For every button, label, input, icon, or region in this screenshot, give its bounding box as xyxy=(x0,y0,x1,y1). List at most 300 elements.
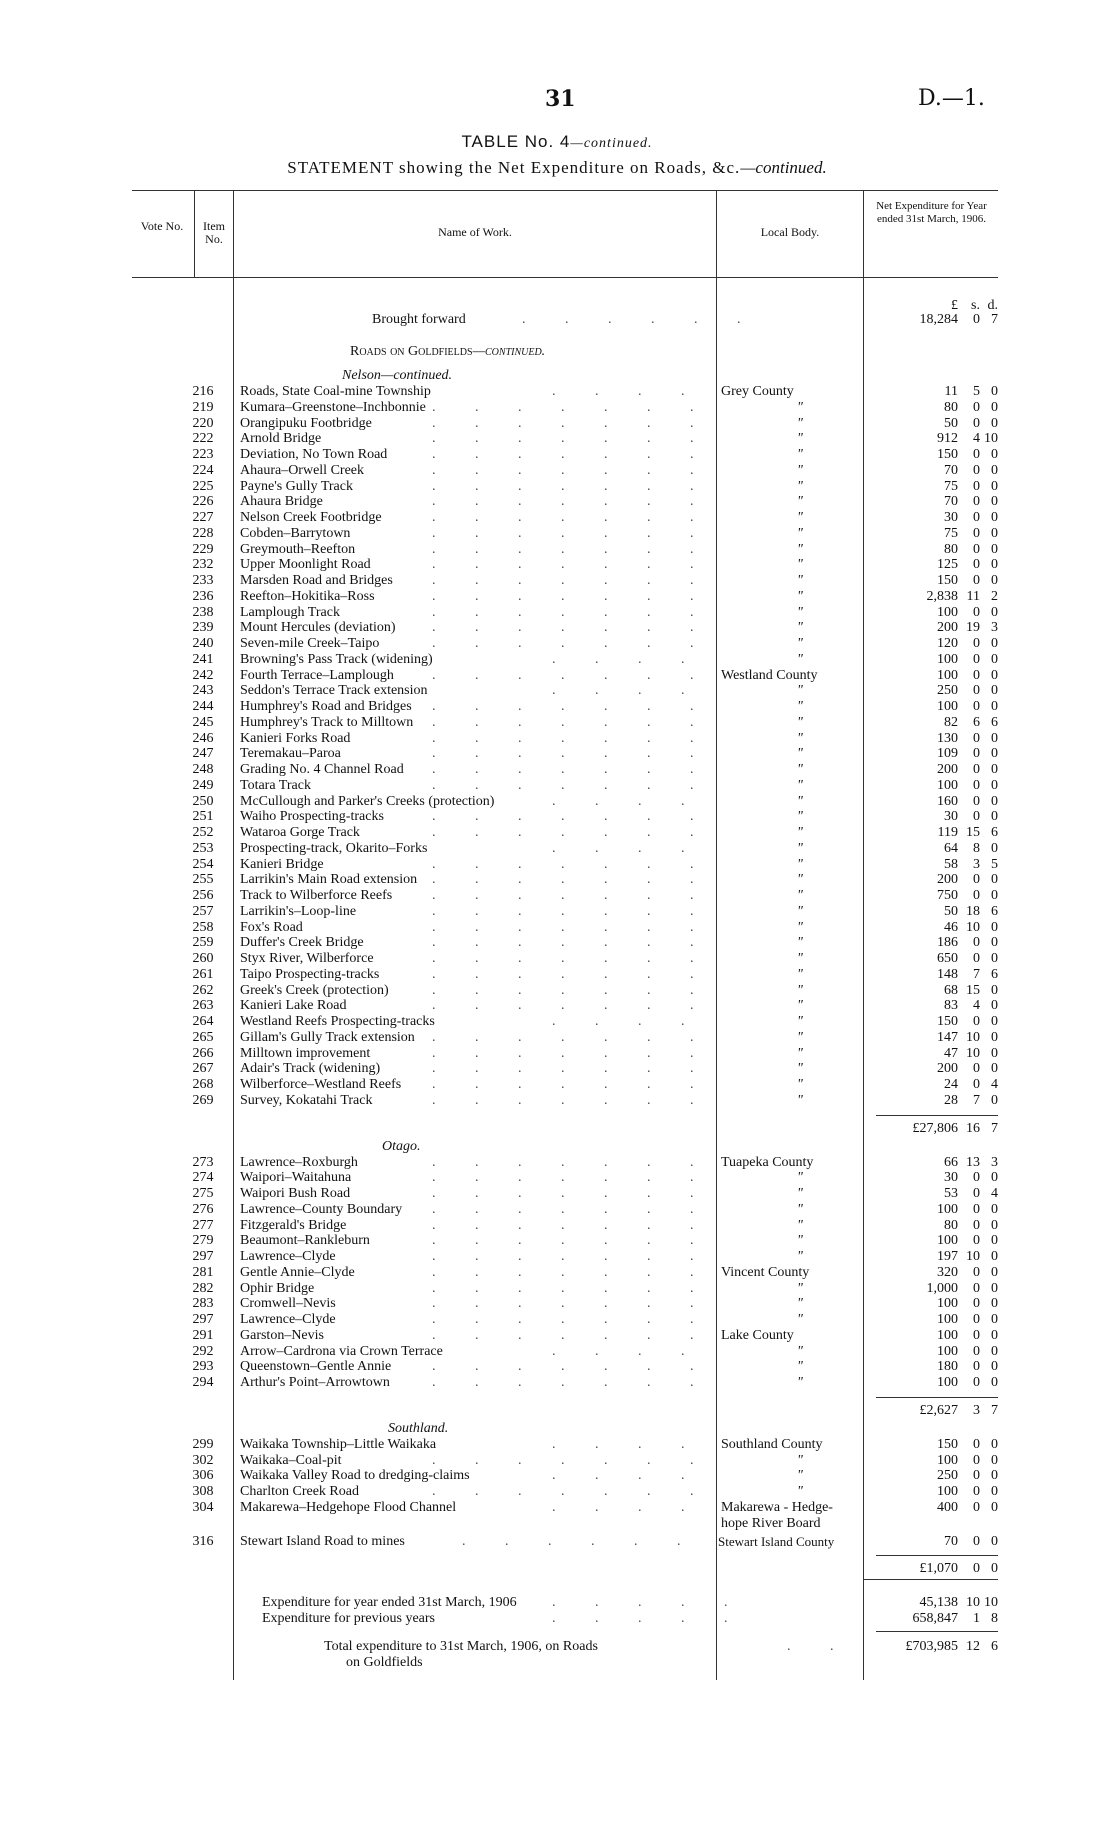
item-number: 220 xyxy=(192,415,214,431)
net-amount xyxy=(878,463,998,479)
amount-shillings: 15 xyxy=(966,825,980,840)
amount-shillings: 0 xyxy=(973,573,980,588)
brought-forward-dots: . . . . . . xyxy=(522,312,759,327)
net-amount xyxy=(878,1344,998,1360)
net-amount xyxy=(878,904,998,920)
local-body: " xyxy=(797,699,803,714)
table-title-main: TABLE No. 4 xyxy=(461,132,571,151)
amount-pounds: 650 xyxy=(937,951,958,966)
amount-pence: 0 xyxy=(991,872,998,888)
net-amount xyxy=(878,1468,998,1484)
local-body: " xyxy=(797,1280,803,1296)
amount-shillings: 0 xyxy=(973,399,980,415)
work-name: Orangipuku Footbridge xyxy=(240,415,372,431)
item-number: 251 xyxy=(192,809,214,825)
work-name: Marsden Road and Bridges xyxy=(240,573,393,588)
region-heading-name: Nelson xyxy=(342,368,381,383)
amount-shillings: 4 xyxy=(973,998,980,1014)
local-body: " xyxy=(797,1375,803,1390)
leader-dots: . . . . . . . xyxy=(432,982,712,998)
leader-dots: . . . . . . . xyxy=(432,935,712,951)
work-name: Lawrence–Clyde xyxy=(240,1312,336,1327)
item-number: 244 xyxy=(192,699,214,714)
amount-pence: 6 xyxy=(991,714,998,730)
table-title xyxy=(0,132,1114,152)
net-amount xyxy=(878,526,998,542)
leader-dots: . . . . . . . xyxy=(432,1264,712,1280)
leader-dots: . . . . . . . xyxy=(432,399,712,415)
amount-pence: 6 xyxy=(991,903,998,919)
leader-dots: . . . . . . . xyxy=(432,951,712,966)
leader-dots: . . . . . . . xyxy=(432,1452,712,1468)
net-amount xyxy=(878,668,998,684)
net-amount xyxy=(878,1155,998,1171)
leader-dots: . . . . . . . xyxy=(432,1233,712,1249)
amount-pounds: 150 xyxy=(937,447,958,462)
subtotal-rule xyxy=(876,1555,998,1556)
local-body: " xyxy=(797,1217,803,1233)
amount-pounds: 30 xyxy=(944,510,958,525)
local-body: " xyxy=(797,541,803,557)
local-body: " xyxy=(797,1029,803,1045)
local-body: " xyxy=(797,1201,803,1217)
net-amount xyxy=(878,888,998,904)
leader-dots: . . . . xyxy=(552,1436,703,1452)
amount-pounds: 100 xyxy=(937,1343,958,1359)
amount-pence: 0 xyxy=(991,888,998,903)
leader-dots: . . . . . xyxy=(552,1595,746,1611)
local-body: " xyxy=(797,1186,803,1201)
amount-pence: 0 xyxy=(991,510,998,525)
item-number: 257 xyxy=(192,903,214,919)
leader-dots: . . . . . . . xyxy=(432,557,712,573)
net-amount xyxy=(878,951,998,967)
leader-dots: . . . . . . . xyxy=(432,762,712,777)
amount-shillings: 0 xyxy=(973,1014,980,1029)
item-number: 265 xyxy=(192,1029,214,1045)
amount-pence: 0 xyxy=(991,1029,998,1045)
local-body: " xyxy=(797,872,803,888)
item-number: 262 xyxy=(192,982,214,998)
amount-pence: 0 xyxy=(991,730,998,746)
local-body: " xyxy=(797,573,803,588)
amount-pence: 0 xyxy=(991,1201,998,1217)
amount-pence: 0 xyxy=(991,667,998,683)
leader-dots: . . . . xyxy=(552,1014,703,1029)
amount-shillings: 19 xyxy=(966,620,980,636)
amount-pounds: 130 xyxy=(937,730,958,746)
col-header-net: Net Expenditure for Year ended 31st March, 1906. xyxy=(876,200,987,225)
amount-shillings: 0 xyxy=(973,746,980,762)
leader-dots: . . . . . . . xyxy=(432,998,712,1014)
item-number: 248 xyxy=(192,762,214,777)
amount-pounds: 320 xyxy=(937,1264,958,1280)
work-name: Deviation, No Town Road xyxy=(240,447,388,462)
amount-pounds: 53 xyxy=(944,1186,958,1201)
local-body: " xyxy=(797,903,803,919)
work-name: Styx River, Wilberforce xyxy=(240,951,374,966)
item-number: 302 xyxy=(192,1452,214,1468)
amount-pounds: 200 xyxy=(937,1061,958,1077)
net-amount xyxy=(878,1014,998,1030)
amount-shillings: 10 xyxy=(966,919,980,935)
work-name: Waikaka–Coal-pit xyxy=(240,1452,342,1468)
work-name: Garston–Nevis xyxy=(240,1327,324,1343)
amount-pounds: 200 xyxy=(937,620,958,636)
item-number: 241 xyxy=(192,651,214,667)
amount-pounds: 46 xyxy=(944,919,958,935)
local-body: " xyxy=(797,840,803,856)
item-number: 258 xyxy=(192,919,214,935)
leader-dots: . . . . . . . xyxy=(432,573,712,588)
amount-pence: 0 xyxy=(991,840,998,856)
amount-pounds: 100 xyxy=(937,604,958,620)
work-name: Waipori Bush Road xyxy=(240,1186,351,1201)
item-number: 294 xyxy=(192,1375,214,1390)
section-heading-main: Roads on Goldfields xyxy=(350,344,473,359)
local-body: " xyxy=(797,1014,803,1029)
net-amount xyxy=(878,841,998,857)
amount-shillings: 0 xyxy=(973,1499,980,1515)
work-name: Humphrey's Track to Milltown xyxy=(240,714,414,730)
work-name: Teremakau–Paroa xyxy=(240,746,341,762)
leader-dots: . . . . xyxy=(552,1343,703,1359)
amount-pounds: 147 xyxy=(937,1029,958,1045)
work-name: Queenstown–Gentle Annie xyxy=(240,1359,392,1375)
amount-pounds: 30 xyxy=(944,1170,958,1186)
leader-dots: . . . . xyxy=(552,840,703,856)
amount-shillings: 0 xyxy=(973,730,980,746)
amount-shillings: 0 xyxy=(973,557,980,573)
amount-pounds: 100 xyxy=(937,1484,958,1499)
leader-dots: . . . . . . . xyxy=(432,604,712,620)
leader-dots: . . . . . . . xyxy=(432,431,712,447)
item-number: 293 xyxy=(192,1359,214,1375)
amount-pounds: 70 xyxy=(944,494,958,510)
local-body: " xyxy=(797,935,803,951)
amount-pounds: 24 xyxy=(944,1077,958,1092)
item-number: 233 xyxy=(192,573,214,588)
leader-dots: . . . . . . . xyxy=(432,636,712,651)
work-name: Larrikin's Main Road extension xyxy=(240,872,418,888)
work-name: Browning's Pass Track (widening) xyxy=(240,651,433,667)
leader-dots: . . . . . . . xyxy=(432,966,712,982)
local-body: " xyxy=(797,1468,803,1484)
work-name: Waipori–Waitahuna xyxy=(240,1170,352,1186)
currency-shillings: s. xyxy=(971,298,980,313)
net-amount xyxy=(878,1534,998,1550)
work-name: Mount Hercules (deviation) xyxy=(240,620,396,636)
net-amount xyxy=(878,1030,998,1046)
local-body: " xyxy=(797,793,803,809)
amount-pounds: 400 xyxy=(937,1499,958,1515)
net-amount xyxy=(878,699,998,715)
item-number: 245 xyxy=(192,714,214,730)
local-body: " xyxy=(797,636,803,651)
leader-dots: . . . . . . . xyxy=(432,1280,712,1296)
amount-shillings: 11 xyxy=(966,588,980,604)
net-amount xyxy=(878,620,998,636)
local-body: " xyxy=(797,1077,803,1092)
brought-forward-amount xyxy=(878,312,998,328)
item-number: 255 xyxy=(192,872,214,888)
amount-pounds: £2,627 xyxy=(919,1402,958,1418)
amount-pence: 0 xyxy=(991,1014,998,1029)
local-body: " xyxy=(797,510,803,525)
amount-pounds: 119 xyxy=(937,825,958,840)
work-name: Lawrence–County Boundary xyxy=(240,1201,403,1217)
item-number: 269 xyxy=(192,1092,214,1108)
amount-pounds: 64 xyxy=(944,840,958,856)
item-number: 223 xyxy=(192,447,214,462)
item-number: 222 xyxy=(192,431,214,447)
amount-shillings: 0 xyxy=(973,1561,980,1577)
amount-shillings: 0 xyxy=(973,1468,980,1484)
work-name: Waiho Prospecting-tracks xyxy=(240,809,384,825)
amount-shillings: 0 xyxy=(973,1343,980,1359)
leader-dots: . . . . xyxy=(552,651,703,667)
amount-shillings: 0 xyxy=(973,636,980,651)
amount-pounds: 200 xyxy=(937,762,958,777)
local-body: " xyxy=(797,620,803,636)
net-amount xyxy=(878,731,998,747)
statement-suffix: —continued. xyxy=(740,158,827,177)
work-name: Fox's Road xyxy=(240,919,303,935)
local-body: " xyxy=(797,462,803,478)
net-amount xyxy=(878,1046,998,1062)
work-name: Roads, State Coal-mine Township xyxy=(240,384,431,399)
item-number: 264 xyxy=(192,1014,214,1029)
amount-shillings: 0 xyxy=(973,494,980,510)
amount-shillings: 0 xyxy=(973,1201,980,1217)
leader-dots: . . . . . . . xyxy=(432,1077,712,1092)
local-body: " xyxy=(797,1452,803,1468)
amount-pounds: 100 xyxy=(937,1327,958,1343)
leader-dots: . . . . xyxy=(552,683,703,699)
net-amount xyxy=(878,1453,998,1469)
amount-pence: 3 xyxy=(991,1154,998,1170)
local-body: " xyxy=(797,1092,803,1108)
net-amount xyxy=(878,573,998,589)
local-body: " xyxy=(797,525,803,541)
item-number: 243 xyxy=(192,683,214,699)
item-number: 277 xyxy=(192,1217,214,1233)
amount-pounds: 186 xyxy=(937,935,958,951)
leader-dots: . . . . . . . xyxy=(432,1186,712,1201)
section-heading xyxy=(350,344,545,360)
work-name: Greek's Creek (protection) xyxy=(240,982,389,998)
amount-shillings: 13 xyxy=(966,1154,980,1170)
leader-dots: . . . . . . . xyxy=(432,415,712,431)
net-amount xyxy=(878,447,998,463)
amount-pounds: 148 xyxy=(937,966,958,982)
col-header-name: Name of Work. xyxy=(438,225,512,239)
net-amount xyxy=(878,920,998,936)
item-number: 250 xyxy=(192,793,214,809)
amount-pounds: 100 xyxy=(937,777,958,793)
work-name: Ahaura–Orwell Creek xyxy=(240,462,365,478)
work-name: Arnold Bridge xyxy=(240,431,322,447)
work-name: Cromwell–Nevis xyxy=(240,1296,336,1312)
item-number: 254 xyxy=(192,856,214,872)
leader-dots: . . . . . . . xyxy=(432,588,712,604)
amount-shillings: 0 xyxy=(973,935,980,951)
leader-dots: . . . . . . . xyxy=(432,1029,712,1045)
net-amount xyxy=(878,1233,998,1249)
work-name: Lawrence–Clyde xyxy=(240,1249,336,1264)
item-number: 239 xyxy=(192,620,214,636)
leader-dots: . . . . xyxy=(552,1468,703,1484)
amount-pounds: 50 xyxy=(944,415,958,431)
local-body-cont: hope River Board xyxy=(721,1515,821,1531)
local-body: " xyxy=(797,1249,803,1264)
work-name: Kanieri Forks Road xyxy=(240,730,351,746)
item-number: 249 xyxy=(192,777,214,793)
work-name: Totara Track xyxy=(240,777,311,793)
amount-pence: 0 xyxy=(991,1170,998,1186)
amount-shillings: 6 xyxy=(973,714,980,730)
leader-dots: . . . . . . . xyxy=(432,494,712,510)
work-name: Wilberforce–Westland Reefs xyxy=(240,1077,402,1092)
item-number: 308 xyxy=(192,1484,214,1499)
item-number: 252 xyxy=(192,825,214,840)
amount-pounds: 197 xyxy=(937,1249,958,1264)
amount-pounds: 83 xyxy=(944,998,958,1014)
leader-dots: . . . . . . . xyxy=(432,809,712,825)
work-name: Makarewa–Hedgehope Flood Channel xyxy=(240,1499,457,1515)
amount-shillings: 0 xyxy=(973,793,980,809)
amount-pence: 2 xyxy=(991,588,998,604)
leader-dots: . . . . . . . xyxy=(432,1359,712,1375)
amount-shillings: 8 xyxy=(973,840,980,856)
amount-shillings: 0 xyxy=(973,888,980,903)
col-header-vote: Vote No. xyxy=(140,219,184,233)
amount-shillings: 16 xyxy=(966,1120,980,1136)
leader-dots: . . . . . . . xyxy=(432,1217,712,1233)
leader-dots: . . . . . . xyxy=(462,1533,699,1549)
amount-pence: 0 xyxy=(991,1484,998,1499)
leader-dots: . . . . . . . xyxy=(432,1484,712,1499)
amount-shillings: 0 xyxy=(973,1436,980,1452)
leader-dots: . . . . . . . xyxy=(432,699,712,714)
work-name: Beaumont–Rankleburn xyxy=(240,1233,370,1249)
local-body: " xyxy=(797,919,803,935)
amount-shillings: 0 xyxy=(973,1233,980,1249)
amount-pence: 0 xyxy=(991,384,998,399)
amount-pence: 7 xyxy=(991,1120,998,1136)
summary-amount xyxy=(878,1595,998,1611)
item-number: 246 xyxy=(192,730,214,746)
local-body: " xyxy=(797,399,803,415)
item-number: 229 xyxy=(192,541,214,557)
amount-shillings: 0 xyxy=(973,872,980,888)
leader-dots: . . . . . . . xyxy=(432,510,712,525)
net-amount xyxy=(878,1328,998,1344)
item-number: 227 xyxy=(192,510,214,525)
local-body: " xyxy=(797,966,803,982)
col-header-local: Local Body. xyxy=(760,225,820,239)
local-body: Southland County xyxy=(721,1436,823,1452)
amount-pence: 4 xyxy=(991,1077,998,1092)
leader-dots: . . . . . . . xyxy=(432,872,712,888)
amount-pence: 10 xyxy=(984,1595,998,1611)
amount-shillings: 3 xyxy=(973,1402,980,1418)
local-body: " xyxy=(797,557,803,573)
local-body: " xyxy=(797,415,803,431)
net-amount xyxy=(878,872,998,888)
amount-pence: 0 xyxy=(991,557,998,573)
leader-dots: . . . . . . . xyxy=(432,1045,712,1061)
local-body: " xyxy=(797,651,803,667)
amount-shillings: 0 xyxy=(973,525,980,541)
item-number: 216 xyxy=(192,384,214,399)
amount-pounds: 82 xyxy=(944,714,958,730)
leader-dots: . . . . . . . xyxy=(432,1061,712,1077)
net-amount xyxy=(878,857,998,873)
amount-pence: 7 xyxy=(991,312,998,327)
amount-pounds: 150 xyxy=(937,1436,958,1452)
work-name: Kanieri Lake Road xyxy=(240,998,347,1014)
work-name: Grading No. 4 Channel Road xyxy=(240,762,404,777)
amount-pounds: 100 xyxy=(937,1452,958,1468)
work-name: Nelson Creek Footbridge xyxy=(240,510,382,525)
amount-pounds: £703,985 xyxy=(905,1638,958,1654)
work-name: Seven-mile Creek–Taipo xyxy=(240,636,380,651)
leader-dots: . . . . xyxy=(552,1499,703,1515)
local-body: " xyxy=(797,1061,803,1077)
currency-pence: d. xyxy=(987,298,998,313)
item-number: 228 xyxy=(192,525,214,541)
local-body: " xyxy=(797,447,803,462)
local-body: " xyxy=(797,1359,803,1375)
amount-shillings: 0 xyxy=(973,777,980,793)
item-number: 224 xyxy=(192,462,214,478)
amount-pence: 0 xyxy=(991,1061,998,1077)
item-number: 259 xyxy=(192,935,214,951)
amount-shillings: 18 xyxy=(966,903,980,919)
amount-shillings: 4 xyxy=(973,431,980,447)
leader-dots: . . . . . . . xyxy=(432,888,712,903)
item-number: 281 xyxy=(192,1264,214,1280)
net-amount xyxy=(878,494,998,510)
item-number: 306 xyxy=(192,1468,214,1484)
leader-dots: . . . . . . . xyxy=(432,1249,712,1264)
leader-dots: . . . . . . . xyxy=(432,856,712,872)
statement-title xyxy=(0,158,1114,178)
amount-shillings: 7 xyxy=(973,1092,980,1108)
amount-shillings: 0 xyxy=(973,541,980,557)
amount-pounds: 58 xyxy=(944,856,958,872)
amount-shillings: 7 xyxy=(973,966,980,982)
item-number: 292 xyxy=(192,1343,214,1359)
local-body: Stewart Island County xyxy=(718,1533,835,1549)
item-number: 236 xyxy=(192,588,214,604)
amount-pence: 0 xyxy=(991,1280,998,1296)
amount-pounds: 100 xyxy=(937,1201,958,1217)
amount-shillings: 10 xyxy=(966,1045,980,1061)
amount-pence: 0 xyxy=(991,793,998,809)
net-amount xyxy=(878,652,998,668)
net-amount xyxy=(878,400,998,416)
item-number: 316 xyxy=(192,1533,214,1549)
leader-dots: . . . . . . . xyxy=(432,541,712,557)
amount-pounds: 75 xyxy=(944,478,958,494)
total-amount xyxy=(878,1639,998,1655)
amount-pence: 0 xyxy=(991,541,998,557)
statement-main: STATEMENT showing the Net Expenditure on Roads, &c. xyxy=(287,158,741,177)
net-amount xyxy=(878,746,998,762)
work-name: Kumara–Greenstone–Inchbonnie xyxy=(240,399,426,415)
